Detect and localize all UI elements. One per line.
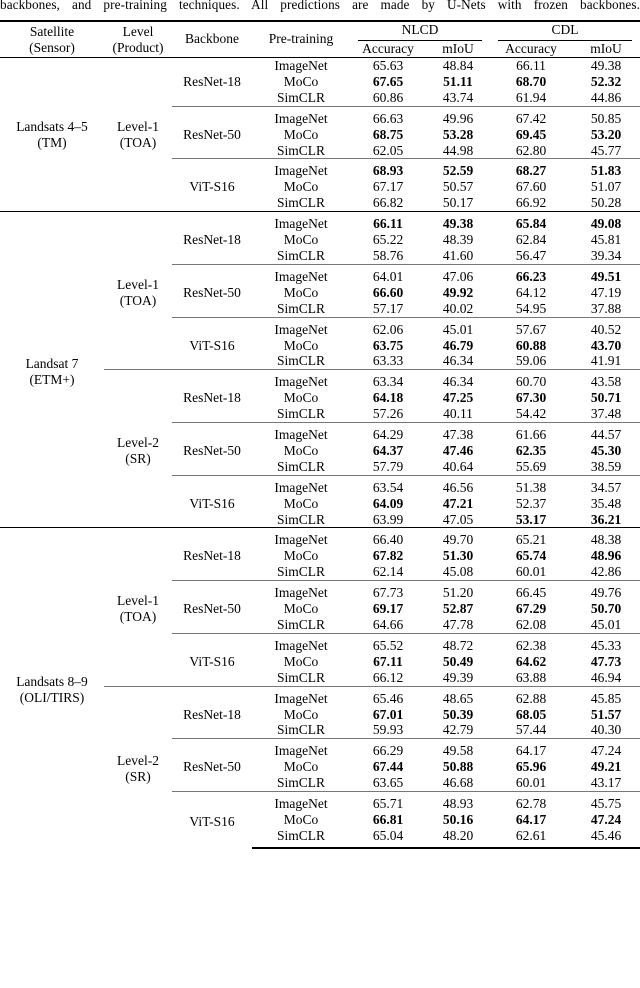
cdl-accuracy-cell: 64.62 — [515, 653, 547, 669]
satellite-cell — [0, 58, 104, 212]
cdl-miou-cell: 44.57 — [572, 423, 640, 443]
nlcd-miou-cell: 50.57 — [442, 179, 474, 195]
backbone-cell: ViT-S16 — [172, 475, 252, 528]
nlcd-accuracy-cell: 64.18 — [372, 390, 404, 406]
satellite-cell — [0, 528, 104, 848]
cdl-accuracy-cell: 66.45 — [490, 581, 572, 601]
nlcd-miou-cell: 49.38 — [426, 212, 490, 232]
cdl-accuracy-cell: 59.06 — [515, 353, 547, 369]
pretraining-cell: ImageNet — [252, 370, 350, 390]
nlcd-miou-cell: 51.11 — [443, 73, 473, 89]
nlcd-accuracy-cell: 66.63 — [350, 106, 426, 126]
cdl-accuracy-cell: 67.60 — [515, 179, 547, 195]
backbone-cell: ResNet-18 — [172, 370, 252, 423]
level-name: Level-1 — [117, 276, 159, 292]
level-product: (SR) — [125, 769, 151, 785]
level-cell — [104, 528, 172, 686]
pretraining-cell: ImageNet — [252, 581, 350, 601]
nlcd-accuracy-cell: 66.82 — [372, 195, 404, 211]
satellite-label — [0, 119, 104, 151]
satellite-cell — [0, 212, 104, 528]
cdl-accuracy-cell: 62.08 — [515, 617, 547, 632]
cdl-miou-cell: 40.52 — [572, 317, 640, 337]
nlcd-accuracy-cell: 63.75 — [372, 337, 404, 353]
nlcd-accuracy-cell: 62.06 — [350, 317, 426, 337]
cdl-miou-cell: 53.20 — [590, 126, 622, 142]
cdl-miou-cell: 46.94 — [590, 669, 622, 685]
cdl-miou-cell: 45.75 — [572, 792, 640, 812]
nlcd-miou-cell: 47.46 — [442, 442, 474, 458]
cdl-miou-cell: 49.08 — [572, 212, 640, 232]
header-nlcd-accuracy: Accuracy — [350, 41, 426, 58]
nlcd-miou-cell: 50.88 — [442, 759, 474, 775]
nlcd-miou-cell: 41.60 — [442, 247, 474, 263]
cdl-accuracy-cell: 65.74 — [515, 548, 547, 564]
header-level — [104, 21, 172, 58]
cdl-accuracy-cell: 63.88 — [515, 669, 547, 685]
nlcd-accuracy-cell: 60.86 — [372, 89, 404, 105]
cdl-accuracy-cell: 68.70 — [515, 73, 547, 89]
nlcd-miou-cell: 40.64 — [442, 458, 474, 474]
cdl-accuracy-cell: 68.27 — [490, 159, 572, 179]
nlcd-accuracy-cell: 57.17 — [372, 300, 404, 316]
cdl-accuracy-cell: 51.38 — [490, 475, 572, 495]
header-satellite — [0, 21, 104, 58]
nlcd-accuracy-cell: 58.76 — [372, 247, 404, 263]
cdl-miou-cell: 37.88 — [590, 300, 622, 316]
nlcd-miou-cell: 51.20 — [426, 581, 490, 601]
cdl-accuracy-cell: 64.12 — [515, 284, 547, 300]
pretraining-cell: MoCo — [283, 442, 319, 458]
nlcd-accuracy-cell: 59.93 — [372, 722, 404, 738]
pretraining-cell: ImageNet — [252, 317, 350, 337]
cdl-accuracy-cell: 66.23 — [490, 264, 572, 284]
caption-text: backbones, and pre-training techniques. All predictions are made by U-Nets with frozen backbones. — [0, 0, 640, 12]
cdl-miou-cell: 49.38 — [590, 58, 622, 73]
cdl-miou-cell: 36.21 — [590, 511, 622, 527]
cdl-accuracy-cell: 60.70 — [490, 370, 572, 390]
nlcd-accuracy-cell: 66.11 — [350, 212, 426, 232]
header-nlcd-miou: mIoU — [426, 41, 490, 58]
nlcd-miou-cell: 49.92 — [442, 284, 474, 300]
level-name: Level-1 — [117, 593, 159, 609]
cdl-miou-cell: 34.57 — [572, 475, 640, 495]
cdl-miou-cell: 45.01 — [590, 617, 622, 632]
cdl-miou-cell: 45.81 — [590, 232, 622, 248]
cdl-miou-cell: 48.38 — [572, 528, 640, 548]
nlcd-miou-cell: 49.39 — [442, 669, 474, 685]
nlcd-miou-cell: 40.02 — [442, 300, 474, 316]
pretraining-cell: SimCLR — [276, 89, 325, 105]
backbone-cell: ResNet-18 — [172, 686, 252, 739]
header-satellite-line1: Satellite — [29, 23, 75, 39]
cdl-miou-cell: 39.34 — [590, 247, 622, 263]
backbone-cell: ResNet-50 — [172, 264, 252, 317]
satellite-name: Landsats 8–9 — [16, 674, 88, 690]
nlcd-accuracy-cell: 67.44 — [372, 759, 404, 775]
cdl-accuracy-cell: 65.96 — [515, 759, 547, 775]
level-label — [104, 435, 172, 467]
satellite-name: Landsat 7 — [25, 355, 79, 371]
pretraining-cell: SimCLR — [252, 828, 350, 848]
level-cell — [104, 686, 172, 848]
nlcd-miou-cell: 50.39 — [442, 706, 474, 722]
nlcd-miou-cell: 45.01 — [426, 317, 490, 337]
satellite-sensor: (ETM+) — [29, 371, 75, 387]
cdl-accuracy-cell: 57.44 — [515, 722, 547, 738]
nlcd-accuracy-cell: 64.29 — [350, 423, 426, 443]
level-label — [104, 119, 172, 151]
nlcd-miou-cell: 46.56 — [426, 475, 490, 495]
nlcd-miou-cell: 46.34 — [426, 370, 490, 390]
nlcd-accuracy-cell: 63.33 — [372, 353, 404, 369]
cdl-miou-cell: 49.76 — [572, 581, 640, 601]
results-table — [0, 20, 640, 849]
table-row — [0, 528, 640, 548]
nlcd-accuracy-cell: 65.04 — [350, 828, 426, 848]
level-name: Level-1 — [117, 118, 159, 134]
satellite-sensor: (OLI/TIRS) — [19, 690, 85, 706]
cdl-miou-cell: 44.86 — [590, 89, 622, 105]
nlcd-miou-cell: 47.21 — [442, 495, 474, 511]
pretraining-cell: ImageNet — [274, 58, 328, 73]
level-product: (SR) — [125, 450, 151, 466]
cdl-miou-cell: 35.48 — [590, 495, 622, 511]
cdl-accuracy-cell: 60.01 — [515, 564, 547, 580]
nlcd-accuracy-cell: 66.60 — [372, 284, 404, 300]
nlcd-accuracy-cell: 65.52 — [350, 633, 426, 653]
cdl-accuracy-cell: 60.01 — [515, 775, 547, 791]
cdl-accuracy-cell: 64.17 — [515, 811, 547, 827]
nlcd-accuracy-cell: 65.71 — [350, 792, 426, 812]
level-name: Level-2 — [117, 753, 159, 769]
cdl-accuracy-cell: 66.11 — [516, 58, 546, 73]
cdl-accuracy-cell: 60.88 — [515, 337, 547, 353]
header-cdl-label: CDL — [498, 22, 632, 41]
cdl-accuracy-cell: 57.67 — [490, 317, 572, 337]
level-name: Level-2 — [117, 434, 159, 450]
cdl-miou-cell: 43.17 — [590, 775, 622, 791]
header-level-line1: Level — [122, 23, 154, 39]
cdl-accuracy-cell: 53.17 — [515, 511, 547, 527]
nlcd-accuracy-cell: 67.01 — [372, 706, 404, 722]
cdl-miou-cell: 45.33 — [572, 633, 640, 653]
nlcd-accuracy-cell: 64.37 — [372, 442, 404, 458]
cdl-miou-cell: 51.57 — [590, 706, 622, 722]
pretraining-cell: SimCLR — [276, 406, 325, 422]
pretraining-cell: ImageNet — [252, 686, 350, 706]
cdl-miou-cell: 47.24 — [572, 739, 640, 759]
nlcd-miou-cell: 45.08 — [442, 564, 474, 580]
nlcd-miou-cell: 44.98 — [442, 142, 474, 158]
nlcd-accuracy-cell: 65.22 — [372, 232, 404, 248]
nlcd-miou-cell: 50.49 — [442, 653, 474, 669]
nlcd-accuracy-cell: 67.82 — [372, 548, 404, 564]
header-satellite-line2: (Sensor) — [29, 39, 75, 55]
nlcd-accuracy-cell: 66.12 — [372, 669, 404, 685]
cdl-miou-cell: 49.51 — [572, 264, 640, 284]
nlcd-accuracy-cell: 67.11 — [373, 653, 403, 669]
cdl-miou-cell: 42.86 — [590, 564, 622, 580]
satellite-name: Landsats 4–5 — [16, 118, 88, 134]
cdl-accuracy-cell: 62.80 — [515, 142, 547, 158]
nlcd-accuracy-cell: 57.79 — [372, 458, 404, 474]
nlcd-accuracy-cell: 62.05 — [372, 142, 404, 158]
nlcd-accuracy-cell: 67.65 — [372, 73, 404, 89]
nlcd-miou-cell: 52.87 — [442, 601, 474, 617]
satellite-sensor: (TM) — [37, 134, 67, 150]
cdl-accuracy-cell: 66.92 — [515, 195, 547, 211]
pretraining-cell: ImageNet — [252, 528, 350, 548]
cdl-accuracy-cell: 65.21 — [490, 528, 572, 548]
nlcd-miou-cell: 46.68 — [442, 775, 474, 791]
cdl-accuracy-cell: 62.88 — [490, 686, 572, 706]
pretraining-cell: ImageNet — [252, 264, 350, 284]
level-product: (TOA) — [119, 292, 157, 308]
pretraining-cell: ImageNet — [252, 159, 350, 179]
nlcd-miou-cell: 46.34 — [442, 353, 474, 369]
nlcd-accuracy-cell: 67.73 — [350, 581, 426, 601]
cdl-miou-cell: 45.77 — [590, 142, 622, 158]
level-cell — [104, 212, 172, 370]
header-cdl-miou: mIoU — [572, 41, 640, 58]
table-row — [0, 212, 640, 232]
cdl-miou-cell: 49.21 — [590, 759, 622, 775]
pretraining-cell: MoCo — [283, 73, 319, 89]
nlcd-miou-cell: 48.20 — [426, 828, 490, 848]
nlcd-accuracy-cell: 68.75 — [372, 126, 404, 142]
nlcd-accuracy-cell: 62.14 — [372, 564, 404, 580]
nlcd-miou-cell: 47.06 — [426, 264, 490, 284]
level-cell — [104, 370, 172, 528]
pretraining-cell: ImageNet — [252, 106, 350, 126]
cdl-accuracy-cell: 67.30 — [515, 390, 547, 406]
pretraining-cell: SimCLR — [276, 564, 325, 580]
cdl-accuracy-cell: 67.42 — [490, 106, 572, 126]
cdl-miou-cell: 51.07 — [590, 179, 622, 195]
nlcd-miou-cell: 48.39 — [442, 232, 474, 248]
nlcd-accuracy-cell: 63.34 — [350, 370, 426, 390]
nlcd-accuracy-cell: 63.99 — [372, 511, 404, 527]
backbone-cell: ResNet-18 — [172, 212, 252, 265]
caption-clip — [0, 0, 640, 13]
nlcd-miou-cell: 47.38 — [426, 423, 490, 443]
nlcd-miou-cell: 48.65 — [426, 686, 490, 706]
pretraining-cell: MoCo — [283, 548, 319, 564]
cdl-accuracy-cell: 62.78 — [490, 792, 572, 812]
cdl-accuracy-cell: 65.84 — [490, 212, 572, 232]
nlcd-miou-cell: 48.84 — [442, 58, 474, 73]
nlcd-accuracy-cell: 63.54 — [350, 475, 426, 495]
cdl-miou-cell: 38.59 — [590, 458, 622, 474]
level-product: (TOA) — [119, 134, 157, 150]
backbone-cell: ResNet-50 — [172, 581, 252, 634]
cdl-accuracy-cell: 56.47 — [515, 247, 547, 263]
pretraining-cell: SimCLR — [276, 617, 325, 632]
level-label — [104, 277, 172, 309]
nlcd-miou-cell: 47.25 — [442, 390, 474, 406]
nlcd-accuracy-cell: 66.40 — [350, 528, 426, 548]
pretraining-cell: MoCo — [283, 601, 319, 617]
nlcd-accuracy-cell: 66.81 — [372, 811, 404, 827]
cdl-accuracy-cell: 61.94 — [515, 89, 547, 105]
cdl-accuracy-cell: 62.38 — [490, 633, 572, 653]
pretraining-cell: ImageNet — [252, 633, 350, 653]
nlcd-miou-cell: 52.59 — [426, 159, 490, 179]
pretraining-cell: MoCo — [283, 126, 319, 142]
cdl-accuracy-cell: 52.37 — [515, 495, 547, 511]
nlcd-miou-cell: 53.28 — [442, 126, 474, 142]
nlcd-accuracy-cell: 66.29 — [350, 739, 426, 759]
nlcd-accuracy-cell: 64.66 — [372, 617, 404, 632]
pretraining-cell: MoCo — [283, 232, 319, 248]
pretraining-cell: MoCo — [283, 284, 319, 300]
nlcd-accuracy-cell: 65.46 — [350, 686, 426, 706]
backbone-cell: ResNet-18 — [183, 73, 241, 89]
pretraining-cell: SimCLR — [276, 247, 325, 263]
pretraining-cell: MoCo — [283, 653, 319, 669]
nlcd-miou-cell: 48.72 — [426, 633, 490, 653]
backbone-cell: ResNet-50 — [172, 106, 252, 159]
pretraining-cell: SimCLR — [276, 722, 325, 738]
nlcd-accuracy-cell: 63.65 — [372, 775, 404, 791]
cdl-miou-cell: 45.46 — [572, 828, 640, 848]
header-cdl-group — [490, 21, 640, 41]
cdl-miou-cell: 45.85 — [572, 686, 640, 706]
nlcd-miou-cell: 50.16 — [442, 811, 474, 827]
nlcd-accuracy-cell: 65.63 — [372, 58, 404, 73]
cdl-miou-cell: 45.30 — [590, 442, 622, 458]
header-level-line2: (Product) — [112, 39, 164, 55]
cdl-miou-cell: 41.91 — [590, 353, 622, 369]
pretraining-cell: MoCo — [283, 337, 319, 353]
cdl-accuracy-cell: 62.84 — [515, 232, 547, 248]
cdl-miou-cell: 48.96 — [590, 548, 622, 564]
nlcd-miou-cell: 40.11 — [443, 406, 473, 422]
nlcd-miou-cell: 46.79 — [442, 337, 474, 353]
cdl-miou-cell: 40.30 — [590, 722, 622, 738]
cdl-accuracy-cell: 54.42 — [515, 406, 547, 422]
nlcd-accuracy-cell: 57.26 — [372, 406, 404, 422]
level-cell — [104, 58, 172, 212]
pretraining-cell: ImageNet — [252, 423, 350, 443]
nlcd-miou-cell: 42.79 — [442, 722, 474, 738]
cdl-miou-cell: 43.58 — [572, 370, 640, 390]
level-label — [104, 593, 172, 625]
table-row — [0, 58, 640, 74]
pretraining-cell: SimCLR — [276, 142, 325, 158]
nlcd-miou-cell: 49.58 — [426, 739, 490, 759]
nlcd-miou-cell: 50.17 — [442, 195, 474, 211]
cdl-accuracy-cell: 62.61 — [490, 828, 572, 848]
cdl-miou-cell: 50.71 — [590, 390, 622, 406]
nlcd-accuracy-cell: 68.93 — [350, 159, 426, 179]
cdl-miou-cell: 47.24 — [590, 811, 622, 827]
pretraining-cell: MoCo — [283, 390, 319, 406]
backbone-cell: ViT-S16 — [172, 792, 252, 848]
pretraining-cell: SimCLR — [276, 511, 325, 527]
cdl-miou-cell: 51.83 — [572, 159, 640, 179]
cdl-miou-cell: 50.85 — [572, 106, 640, 126]
cdl-miou-cell: 37.48 — [590, 406, 622, 422]
cdl-accuracy-cell: 62.35 — [515, 442, 547, 458]
level-label — [104, 753, 172, 785]
backbone-cell: ResNet-50 — [172, 423, 252, 476]
header-cdl-accuracy: Accuracy — [490, 41, 572, 58]
cdl-accuracy-cell: 55.69 — [515, 458, 547, 474]
cdl-miou-cell: 47.73 — [590, 653, 622, 669]
nlcd-miou-cell: 48.93 — [426, 792, 490, 812]
backbone-cell: ResNet-50 — [172, 739, 252, 792]
cdl-accuracy-cell: 67.29 — [515, 601, 547, 617]
backbone-cell: ResNet-18 — [172, 528, 252, 581]
pretraining-cell: ImageNet — [252, 739, 350, 759]
nlcd-miou-cell: 43.74 — [442, 89, 474, 105]
pretraining-cell: SimCLR — [276, 300, 325, 316]
level-product: (TOA) — [119, 609, 157, 625]
pretraining-cell: MoCo — [283, 495, 319, 511]
header-pretraining: Pre-training — [252, 21, 350, 58]
pretraining-cell: SimCLR — [276, 458, 325, 474]
nlcd-accuracy-cell: 69.17 — [372, 601, 404, 617]
header-nlcd-group — [350, 21, 490, 41]
nlcd-miou-cell: 47.78 — [442, 617, 474, 632]
nlcd-miou-cell: 49.70 — [426, 528, 490, 548]
pretraining-cell: SimCLR — [276, 669, 325, 685]
pretraining-cell: ImageNet — [252, 792, 350, 812]
pretraining-cell: ImageNet — [252, 475, 350, 495]
cdl-accuracy-cell: 68.05 — [515, 706, 547, 722]
nlcd-accuracy-cell: 67.17 — [372, 179, 404, 195]
header-nlcd-label: NLCD — [358, 22, 482, 41]
results-table-header — [0, 21, 640, 58]
header-backbone: Backbone — [172, 21, 252, 58]
backbone-cell: ViT-S16 — [172, 633, 252, 686]
backbone-cell: ViT-S16 — [172, 159, 252, 212]
nlcd-miou-cell: 51.30 — [442, 548, 474, 564]
pretraining-cell: SimCLR — [276, 353, 325, 369]
pretraining-cell: ImageNet — [252, 212, 350, 232]
cdl-miou-cell: 47.19 — [590, 284, 622, 300]
satellite-label — [0, 674, 104, 706]
pretraining-cell: SimCLR — [276, 775, 325, 791]
nlcd-accuracy-cell: 64.01 — [350, 264, 426, 284]
backbone-cell: ViT-S16 — [172, 317, 252, 370]
nlcd-accuracy-cell: 64.09 — [372, 495, 404, 511]
cdl-miou-cell: 52.32 — [590, 73, 622, 89]
results-table-body — [0, 58, 640, 848]
nlcd-miou-cell: 47.05 — [442, 511, 474, 527]
pretraining-cell: MoCo — [283, 179, 319, 195]
cdl-miou-cell: 43.70 — [590, 337, 622, 353]
pretraining-cell: MoCo — [283, 811, 319, 827]
pretraining-cell: MoCo — [283, 759, 319, 775]
cdl-miou-cell: 50.28 — [590, 195, 622, 211]
cdl-miou-cell: 50.70 — [590, 601, 622, 617]
cdl-accuracy-cell: 61.66 — [490, 423, 572, 443]
cdl-accuracy-cell: 54.95 — [515, 300, 547, 316]
pretraining-cell: MoCo — [283, 706, 319, 722]
satellite-label — [0, 356, 104, 388]
nlcd-miou-cell: 49.96 — [426, 106, 490, 126]
cdl-accuracy-cell: 69.45 — [515, 126, 547, 142]
pretraining-cell: SimCLR — [276, 195, 325, 211]
cdl-accuracy-cell: 64.17 — [490, 739, 572, 759]
